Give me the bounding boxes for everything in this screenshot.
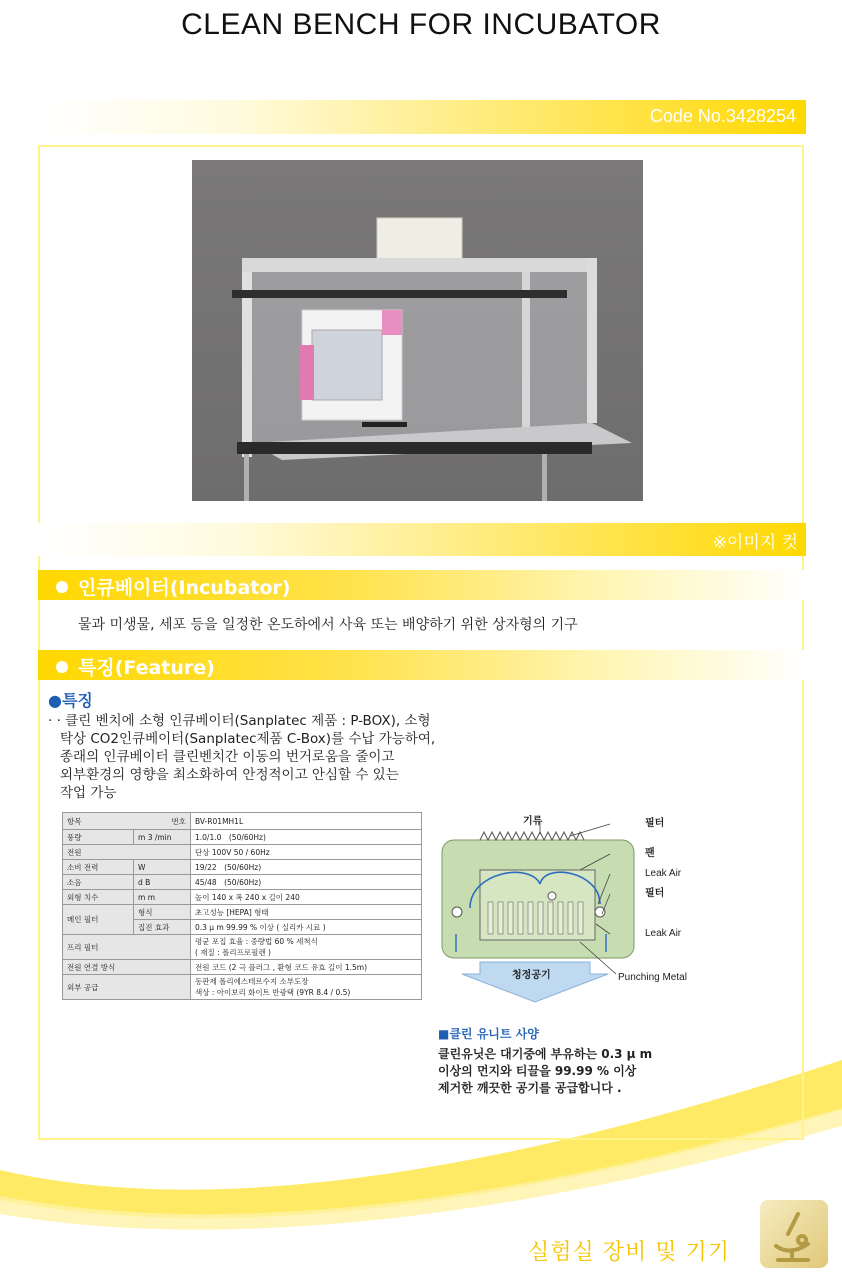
row-unit: m 3 /min xyxy=(134,830,191,845)
row-value: 0.3 μ m 99.99 % 이상 ( 실리카 시료 ) xyxy=(191,920,422,935)
table-row xyxy=(63,860,422,875)
label-filter-mid: 필터 xyxy=(645,888,665,899)
header-item: 항목 xyxy=(67,816,82,826)
row-label: 전원 xyxy=(63,845,191,860)
row-unit: 형식 xyxy=(134,905,191,920)
table-header-cell xyxy=(63,813,191,830)
footer-category: 실험실 장비 및 기기 xyxy=(528,1240,730,1265)
code-bar xyxy=(38,100,806,134)
label-punching-metal: Punching Metal xyxy=(618,972,687,983)
row-label: 외부 공급 xyxy=(63,975,191,1000)
feature-line: 작업 가능 xyxy=(60,785,117,801)
feature-body xyxy=(48,712,468,802)
table-row xyxy=(63,830,422,845)
table-row xyxy=(63,875,422,890)
incubator-description: 물과 미생물, 세포 등을 일정한 온도하에서 사육 또는 배양하기 위한 상자형의 기구 xyxy=(78,617,578,633)
clean-unit-line: 클린유닛은 대기중에 부유하는 0.3 μ m xyxy=(438,1047,653,1061)
feature-line: 외부환경의 영향을 최소화하여 안정적이고 안심할 수 있는 xyxy=(60,767,399,783)
row-value: 초고성능 [HEPA] 형태 xyxy=(191,905,422,920)
label-clean-air: 청정공기 xyxy=(512,970,551,981)
row-label: 외형 치수 xyxy=(63,890,134,905)
feature-subheading: ●특징 xyxy=(48,691,93,710)
label-leak-air-2: Leak Air xyxy=(645,928,682,939)
feature-line: · · 클린 벤치에 소형 인큐베이터(Sanplatec 제품 : P-BOX), 소형 xyxy=(48,713,431,729)
label-fan: 팬 xyxy=(645,848,655,859)
page-title: CLEAN BENCH FOR INCUBATOR xyxy=(181,8,661,41)
label-filter-top: 필터 xyxy=(645,818,665,829)
microscope-icon xyxy=(760,1200,828,1268)
feature-line: 탁상 CO2인큐베이터(Sanplatec제품 C-Box)를 수납 가능하여, xyxy=(60,731,436,747)
row-unit: d B xyxy=(134,875,191,890)
clean-unit-line: 이상의 먼지와 티끌을 99.99 % 이상 xyxy=(438,1064,637,1078)
section-incubator-heading xyxy=(56,573,290,600)
row-label: 전원 연결 방식 xyxy=(63,960,191,975)
row-value xyxy=(191,975,422,1000)
row-label: 메인 필터 xyxy=(63,905,134,935)
table-row xyxy=(63,975,422,1000)
spec-table xyxy=(62,812,422,1000)
row-value-line: 색상 : 아이보리 화이트 반광택 (9YR 8.4 / 0.5) xyxy=(195,988,351,997)
table-row xyxy=(63,935,422,960)
row-value: 높이 140 x 폭 240 x 길이 240 xyxy=(191,890,422,905)
row-unit: W xyxy=(134,860,191,875)
product-photo xyxy=(192,160,643,501)
table-row xyxy=(63,845,422,860)
row-value xyxy=(191,935,422,960)
row-unit: m m xyxy=(134,890,191,905)
label-airflow: 기류 xyxy=(523,816,543,827)
row-label: 풍량 xyxy=(63,830,134,845)
row-label: 프리 필터 xyxy=(63,935,191,960)
section-incubator-title: 인큐베이터(Incubator) xyxy=(78,577,291,599)
table-row xyxy=(63,890,422,905)
row-value: 전원 코드 (2 극 플러그 , 환형 코드 유효 길이 1.5m) xyxy=(191,960,422,975)
row-value: 단상 100V 50 / 60Hz xyxy=(191,845,422,860)
image-note: ※이미지 컷 xyxy=(712,533,798,553)
row-label: 소비 전력 xyxy=(63,860,134,875)
row-unit: 집진 효과 xyxy=(134,920,191,935)
row-value-line: 동판제 폴리에스테르수지 소부도장 xyxy=(195,977,309,986)
row-value-line: ( 재질 : 폴리프로필렌 ) xyxy=(195,948,271,957)
feature-line: 종래의 인큐베이터 클린벤치간 이동의 번거로움을 줄이고 xyxy=(60,749,395,765)
clean-unit-line: 제거한 깨끗한 공기를 공급합니다 . xyxy=(438,1081,622,1095)
bullet-icon xyxy=(56,661,68,673)
row-value-line: 평균 포집 효율 : 중량법 60 % 세척식 xyxy=(195,937,318,946)
code-number: Code No.3428254 xyxy=(649,106,796,126)
image-note-bar xyxy=(38,523,806,556)
clean-unit-diagram xyxy=(420,812,700,1022)
model-cell: BV-R01MH1L xyxy=(191,813,422,830)
row-value: 1.0/1.0 (50/60Hz) xyxy=(191,830,422,845)
row-label: 소음 xyxy=(63,875,134,890)
row-value: 45/48 (50/60Hz) xyxy=(191,875,422,890)
clean-unit-heading: ■클린 유니트 사양 xyxy=(438,1027,539,1041)
table-row xyxy=(63,813,422,830)
table-row xyxy=(63,905,422,920)
clean-unit-body xyxy=(438,1046,708,1097)
row-value: 19/22 (50/60Hz) xyxy=(191,860,422,875)
bullet-icon xyxy=(56,581,68,593)
header-no: 번호 xyxy=(171,816,186,826)
section-incubator-bar xyxy=(38,570,806,600)
table-row xyxy=(63,960,422,975)
section-feature-bar xyxy=(38,650,806,680)
label-leak-air-1: Leak Air xyxy=(645,868,682,879)
section-feature-heading xyxy=(56,653,215,680)
section-feature-title: 특징(Feature) xyxy=(78,657,215,679)
